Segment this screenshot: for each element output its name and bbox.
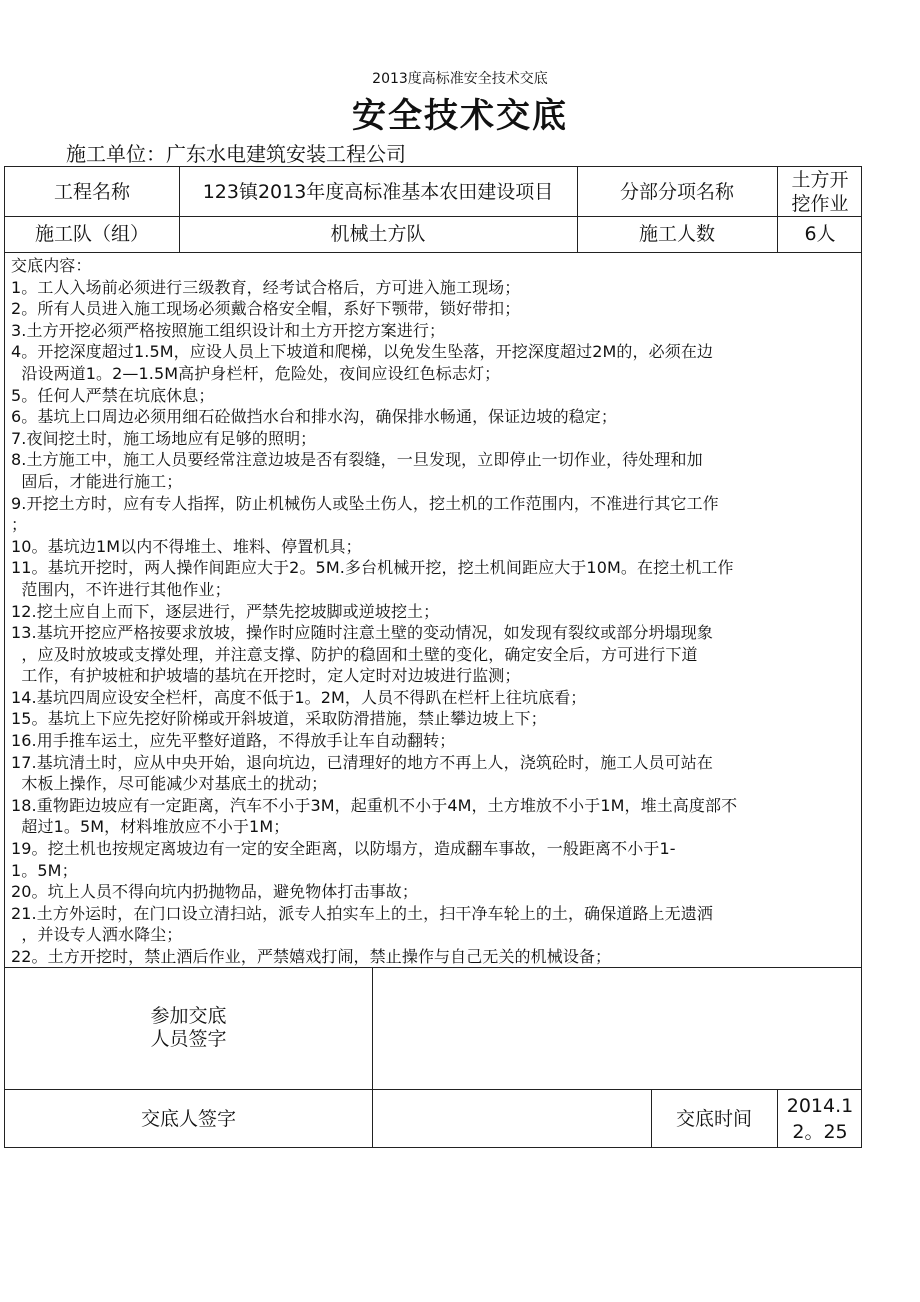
content-line: 13.基坑开挖应严格按要求放坡，操作时应随时注意土壁的变动情况，如发现有裂纹或部分坍塌现象 (11, 623, 713, 643)
content-line: 14.基坑四周应设安全栏杆，高度不低于1。2M，人员不得趴在栏杆上往坑底看； (11, 687, 587, 707)
content-line: 16.用手推车运土，应先平整好道路，不得放手让车自动翻转； (11, 731, 456, 751)
content-line: 范围内，不许进行其他作业； (11, 579, 231, 599)
briefing-content (11, 255, 857, 968)
content-line: 18.重物距边坡应有一定距离，汽车不小于3M，起重机不小于4M，土方堆放不小于1M，堆土高度部不 (11, 795, 738, 815)
document-title: 安全技术交底 (352, 96, 568, 136)
project-name-value: 123镇2013年度高标准基本农田建设项目 (202, 180, 554, 203)
content-line: 19。挖土机也按规定离坡边有一定的安全距离，以防塌方，造成翻车事故，一般距离不小于1- (11, 839, 676, 859)
participants-signature-label (5, 967, 372, 1089)
construction-company: 施工单位：广东水电建筑安装工程公司 (66, 142, 406, 166)
content-line: 9.开挖土方时，应有专人指挥，防止机械伤人或坠土伤人，挖土机的工作范围内，不准进行其它工作 (11, 493, 719, 513)
participants-signature-area[interactable] (372, 967, 863, 1089)
briefing-time-line2: 2。25 (792, 1120, 848, 1143)
content-line: 6。基坑上口周边必须用细石砼做挡水台和排水沟，确保排水畅通，保证边坡的稳定； (11, 407, 617, 427)
signer-label: 交底人签字 (140, 1107, 236, 1130)
content-line: 3.土方开挖必须严格按照施工组织设计和土方开挖方案进行； (11, 320, 446, 340)
content-line: 10。基坑边1M以内不得堆土、堆料、停置机具； (11, 536, 362, 556)
project-name-label: 工程名称 (53, 180, 130, 203)
content-line: 11。基坑开挖时，两人操作间距应大于2。5M.多台机械开挖，挖土机间距应大于10M。在挖土机工作 (11, 558, 734, 578)
content-line: 22。土方开挖时，禁止酒后作业，严禁嬉戏打闹，禁止操作与自己无关的机械设备； (11, 947, 612, 966)
subdivision-value-line1: 土方开 (791, 168, 849, 191)
content-line: 15。基坑上下应先挖好阶梯或开斜坡道，采取防滑措施，禁止攀边坡上下； (11, 709, 547, 729)
content-line: 4。开挖深度超过1.5M，应设人员上下坡道和爬梯，以免发生坠落，开挖深度超过2M的，必须在边 (11, 342, 714, 362)
content-line: ，应及时放坡或支撑处理，并注意支撑、防护的稳固和土壁的变化，确定安全后，方可进行下道 (11, 644, 698, 664)
subdivision-value-line2: 挖作业 (791, 192, 849, 215)
content-line: 7.夜间挖土时，施工场地应有足够的照明； (11, 428, 317, 448)
briefing-time-label: 交底时间 (675, 1107, 752, 1130)
signer-signature-area[interactable] (372, 1089, 651, 1148)
content-line: ，并设专人洒水降尘； (11, 925, 183, 945)
briefing-time-value (777, 1089, 863, 1148)
participants-label-line2: 人员签字 (150, 1028, 227, 1050)
content-line: 工作，有护坡桩和护坡墙的基坑在开挖时，定人定时对边坡进行监测； (11, 666, 521, 686)
content-line: 1。工人入场前必须进行三级教育，经考试合格后，方可进入施工现场； (11, 277, 521, 297)
content-line: 17.基坑清土时，应从中央开始，退向坑边，已清理好的地方不再上人，浇筑砼时，施工人员可站在 (11, 752, 713, 772)
worker-count-label: 施工人数 (638, 223, 715, 245)
content-line: 20。坑上人员不得向坑内扔抛物品，避免物体打击事故； (11, 882, 418, 902)
content-line: ； (11, 515, 28, 535)
content-line: 沿设两道1。2—1.5M高护身栏杆，危险处，夜间应设红色标志灯； (11, 363, 501, 383)
safety-briefing-table (4, 166, 862, 1148)
briefing-time-line1: 2014.1 (786, 1094, 854, 1117)
content-line: 超过1。5M，材料堆放应不小于1M； (11, 817, 290, 837)
row-divider (5, 252, 861, 253)
team-label: 施工队（组） (34, 223, 149, 245)
subdivision-label: 分部分项名称 (619, 180, 734, 203)
content-line: 21.土方外运时，在门口设立清扫站，派专人拍实车上的土，扫干净车轮上的土，确保道路上无遗洒 (11, 903, 713, 923)
content-line: 12.挖土应自上而下，逐层进行，严禁先挖坡脚或逆坡挖土； (11, 601, 440, 621)
content-line: 1。5M； (11, 860, 78, 880)
content-line: 2。所有人员进入施工现场必须戴合格安全帽，系好下颚带，锁好带扣； (11, 299, 521, 319)
worker-count-value: 6人 (804, 223, 836, 245)
content-line: 木板上操作，尽可能减少对基底土的扰动； (11, 774, 328, 794)
content-line: 5。任何人严禁在坑底休息； (11, 385, 215, 405)
document-subtitle: 2013度高标准安全技术交底 (372, 71, 548, 87)
content-line: 固后，才能进行施工； (11, 471, 183, 491)
team-value: 机械土方队 (330, 223, 426, 245)
content-line: 8.土方施工中，施工人员要经常注意边坡是否有裂缝，一旦发现，立即停止一切作业，待处理和加 (11, 450, 703, 470)
participants-label-line1: 参加交底 (150, 1005, 227, 1027)
subdivision-value (777, 167, 863, 216)
content-line: 交底内容： (11, 256, 92, 275)
